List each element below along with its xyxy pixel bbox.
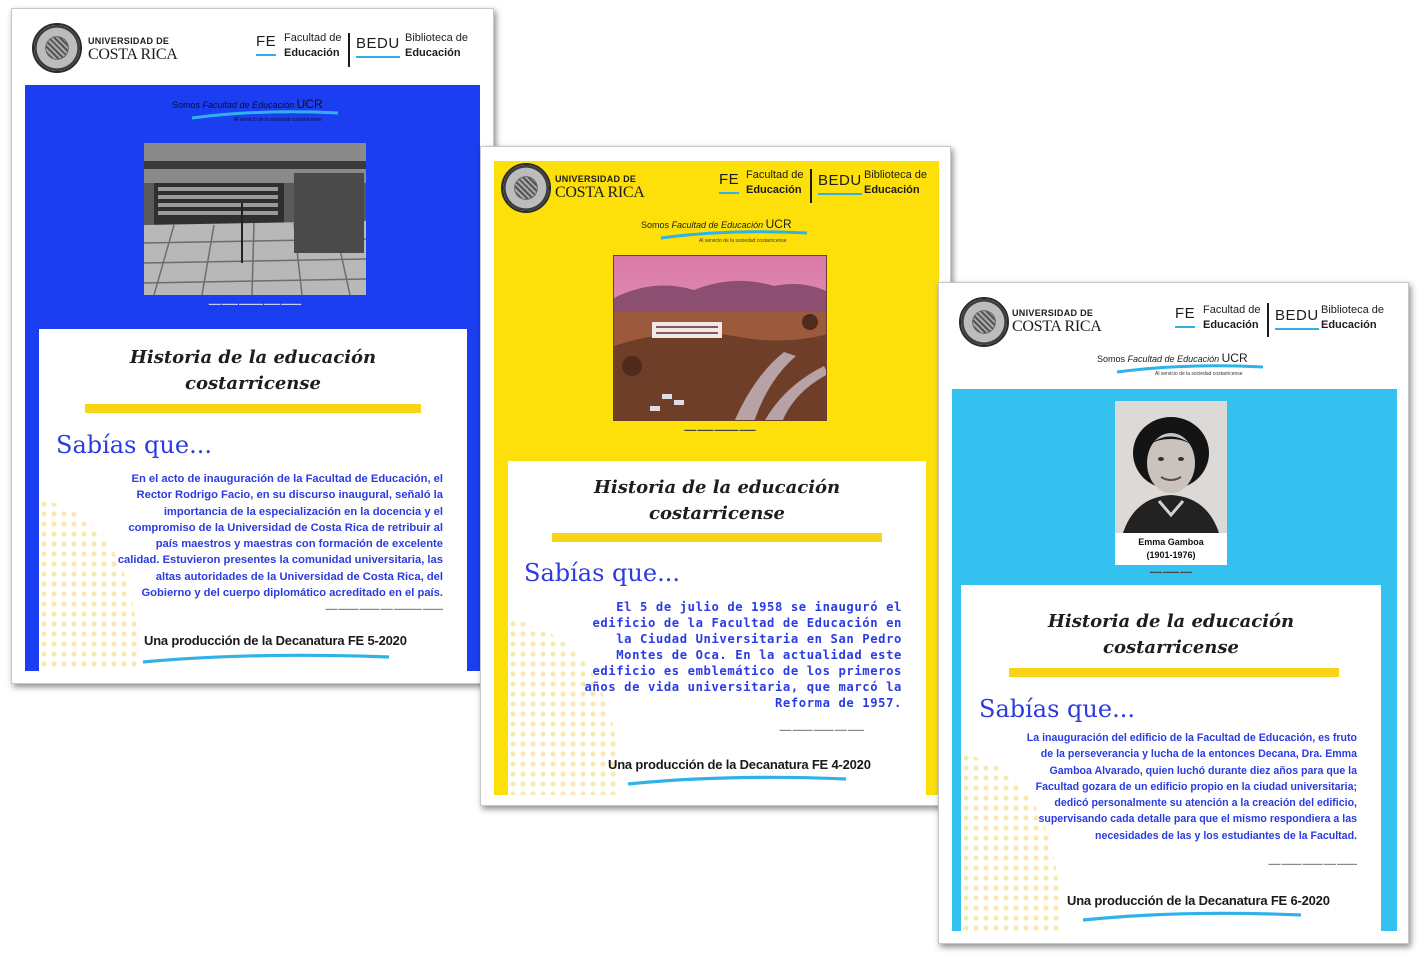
content-card — [508, 461, 926, 795]
sabias-heading: Sabías que... — [56, 431, 212, 459]
photo-caption: ▬▬▬ ▬▬▬▬ ▬▬▬▬▬▬ ▬▬▬▬ — [684, 427, 756, 432]
title-line1: Historia de la educación — [1047, 611, 1295, 632]
fe-label-line2: Educación — [1203, 319, 1259, 331]
body-text: La inauguración del edificio de la Facultad de Educación, es fruto de la perseverancia y lucha de la entonces Decana, Dra. Emma Gamboa Alvarado, quien luchó durante diez años para que la Facultad gozara de un edificio propio en la ciudad universitaria; dedicó personalmente su atención a la creación del edificio, supervisando cada detalle para que el mismo respondiera a las necesidades de las y los estudiantes de la Facultad. — [1026, 732, 1357, 842]
somos-ucr-text: UCR — [1221, 351, 1248, 365]
header-divider — [348, 33, 350, 67]
ucr-logo-line2: COSTA RICA — [1012, 318, 1102, 335]
title-line2: costarricense — [185, 373, 321, 394]
reference-note: ▬▬▬ ▬▬▬▬▬ ▬▬▬▬▬ ▬▬▬ ▬▬▬▬ — [779, 727, 864, 732]
poster-4-2020 — [480, 146, 951, 806]
portrait-years: (1901-1976) — [1146, 550, 1196, 560]
somos-facultad-text: Facultad de Educación — [1127, 354, 1220, 364]
somos-ucr-text: UCR — [765, 217, 792, 231]
bedu-logo: BEDU — [356, 35, 400, 52]
content-card — [39, 329, 467, 671]
title-underline — [1009, 668, 1339, 677]
bedu-label — [864, 168, 927, 198]
fe-logo: FE — [256, 33, 277, 50]
ucr-seal-icon — [959, 297, 1009, 347]
reference-note: ▬▬▬ ▬▬▬▬▬ ▬▬▬▬▬ ▬▬▬ ▬▬▬▬▬▬▬ ▬▬▬▬▬ — [325, 606, 443, 611]
photo-caption: ▬▬▬ ▬▬▬▬ ▬▬▬▬▬▬ ▬▬▬▬ ▬▬▬▬▬ — [208, 301, 302, 306]
ucr-logo — [1012, 309, 1102, 335]
ucr-seal-icon — [32, 23, 82, 73]
header-divider — [810, 169, 812, 203]
bedu-label — [1321, 303, 1384, 333]
fe-label-line1: Facultad de — [746, 169, 804, 181]
ucr-seal-icon — [501, 163, 551, 213]
portrait-photo — [1115, 401, 1227, 533]
fe-label — [1203, 303, 1260, 333]
ucr-logo — [88, 37, 178, 63]
ucr-logo-line1: UNIVERSIDAD DE — [1012, 308, 1094, 318]
bedu-logo: BEDU — [1275, 307, 1319, 324]
credit-swoosh — [626, 773, 848, 787]
servicio-text: Al servicio de la sociedad costarricense — [1155, 371, 1243, 377]
body-text: En el acto de inauguración de la Facultad de Educación, el Rector Rodrigo Facio, en su discurso inaugural, señaló la importancia de la especialización en la docencia y el compromiso de la Universidad de Costa Rica de retribuir al país maestros y maestras con formación de excelente calidad. Estuvieron presentes la comunidad universitaria, las altas autoridades de la Universidad de Costa Rica, del Gobierno y del cuerpo diplomático acreditado en el país. — [117, 473, 443, 600]
ucr-logo-line1: UNIVERSIDAD DE — [555, 174, 637, 184]
somos-ucr-text: UCR — [296, 97, 323, 111]
portrait-name: Emma Gamboa — [1138, 537, 1204, 547]
history-title — [508, 475, 926, 527]
bedu-label-line1: Biblioteca de — [1321, 304, 1384, 316]
bedu-label-line2: Educación — [1321, 319, 1377, 331]
content-card — [961, 585, 1381, 931]
poster-header — [12, 9, 493, 85]
ucr-logo-line2: COSTA RICA — [88, 46, 178, 63]
somos-facultad-text: Facultad de Educación — [671, 220, 764, 230]
ucr-logo — [555, 175, 645, 201]
header-divider — [1267, 303, 1269, 337]
fe-label-line2: Educación — [746, 184, 802, 196]
poster-6-2020 — [938, 282, 1409, 944]
somos-text: Somos — [1097, 354, 1126, 364]
poster-5-2020 — [11, 8, 494, 684]
bedu-label-line2: Educación — [864, 184, 920, 196]
bedu-label-line1: Biblioteca de — [864, 169, 927, 181]
fe-label — [746, 168, 803, 198]
credit-swoosh — [1081, 909, 1303, 923]
credit-swoosh — [141, 651, 391, 665]
title-underline — [552, 533, 882, 542]
sabias-heading: Sabías que... — [979, 695, 1135, 723]
somos-facultad-text: Facultad de Educación — [202, 100, 295, 110]
fe-label-line1: Facultad de — [284, 32, 342, 44]
poster-header — [939, 283, 1408, 359]
history-title — [39, 345, 467, 397]
building-photo — [613, 255, 827, 421]
title-line1: Historia de la educación — [593, 477, 841, 498]
title-line2: costarricense — [649, 503, 785, 524]
ucr-logo-line2: COSTA RICA — [555, 184, 645, 201]
body-text: El 5 de julio de 1958 se inauguró el edificio de la Facultad de Educación en la Ciudad Universitaria en San Pedro Montes de Oca. En la actualidad este edificio es emblemático de los primeros años de vida universitaria, que marcó la Reforma de 1957. — [584, 600, 902, 710]
servicio-text: Al servicio de la sociedad costarricense — [234, 117, 322, 123]
production-credit: Una producción de la Decanatura FE 6-2020 — [1067, 893, 1330, 908]
fe-label-line2: Educación — [284, 47, 340, 59]
somos-text: Somos — [172, 100, 201, 110]
sabias-heading: Sabías que... — [524, 559, 680, 587]
fe-logo: FE — [1175, 305, 1196, 322]
title-underline — [85, 404, 421, 413]
bedu-label-line2: Educación — [405, 47, 461, 59]
ucr-logo-line1: UNIVERSIDAD DE — [88, 36, 170, 46]
bedu-label-line1: Biblioteca de — [405, 32, 468, 44]
fe-logo: FE — [719, 171, 740, 188]
fe-label — [284, 31, 341, 61]
production-credit: Una producción de la Decanatura FE 4-2020 — [608, 757, 871, 772]
servicio-text: Al servicio de la sociedad costarricense — [699, 238, 787, 244]
title-line2: costarricense — [1103, 637, 1239, 658]
portrait-label — [1115, 533, 1227, 565]
somos-text: Somos — [641, 220, 670, 230]
inauguration-photo — [144, 143, 366, 295]
title-line1: Historia de la educación — [129, 347, 377, 368]
bedu-logo: BEDU — [818, 172, 862, 189]
photo-caption: ▬▬▬ ▬▬▬▬ ▬▬▬ — [1149, 569, 1193, 574]
reference-note: ▬▬▬ ▬▬▬▬▬ ▬▬▬▬▬ ▬▬▬ ▬▬▬▬▬ — [1268, 861, 1357, 866]
fe-label-line1: Facultad de — [1203, 304, 1261, 316]
history-title — [961, 609, 1381, 661]
poster-header — [481, 147, 950, 223]
production-credit: Una producción de la Decanatura FE 5-2020 — [144, 633, 407, 648]
bedu-label — [405, 31, 468, 61]
